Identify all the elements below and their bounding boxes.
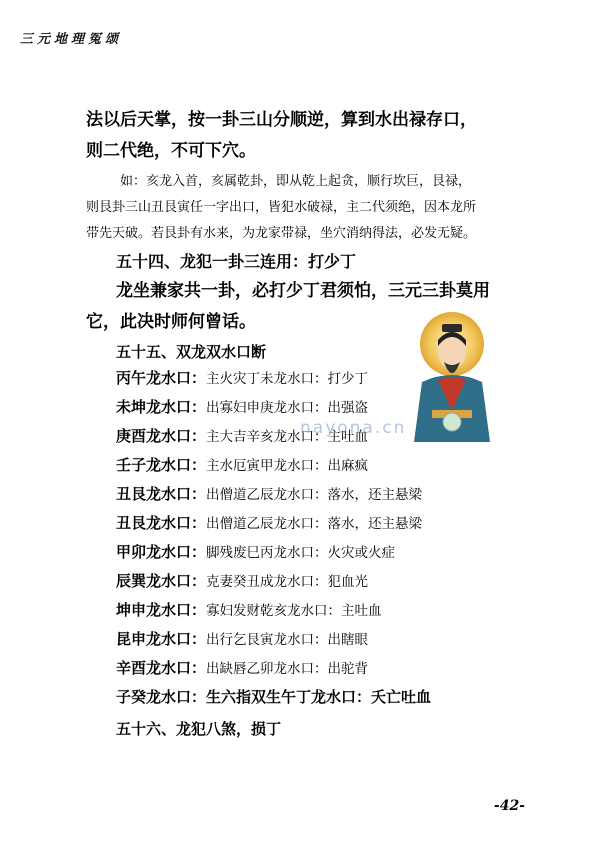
row-value: 脚残废巳丙龙水口：火灾或火症 [206,545,396,561]
row-value: 出缺唇乙卯龙水口：出驼背 [206,661,369,677]
row-key: 辰巽龙水口： [116,572,207,590]
intro-line-2: 则二代绝，不可下穴。 [86,141,256,161]
watermark-text: nayona.cn [300,418,407,438]
section-54-line-2: 它，此决时师何曾话。 [86,312,256,332]
deity-portrait-image [408,310,496,442]
row-key: 庚酉龙水口： [116,427,207,445]
section-55-heading: 五十五、双龙双水口断 [116,343,267,361]
row-value: 出僧道乙辰龙水口：落水，还主悬梁 [206,516,423,532]
row-key: 丑艮龙水口： [116,485,207,503]
row-key: 未坤龙水口： [116,398,207,416]
section-56-heading: 五十六、龙犯八煞，损丁 [116,720,282,738]
orb-shape [443,413,461,431]
row-key: 壬子龙水口： [116,456,207,474]
example-line: 带先天破。若艮卦有水来，为龙家带禄，坐穴消纳得法，必发无疑。 [86,226,477,241]
list-item [116,483,506,512]
list-item [116,657,506,686]
list-item [116,599,506,628]
row-value: 出僧道乙辰龙水口：落水，还主悬梁 [206,487,423,503]
running-header: 三元地理冤颂 [20,32,123,47]
example-line: 如：亥龙入首，亥属乾卦，即从乾上起贪，顺行坎巨，艮禄， [120,174,472,189]
section-54-heading: 五十四、龙犯一卦三连用：打少丁 [116,252,357,271]
row-value: 出行乞艮寅龙水口：出瞎眼 [206,632,369,648]
list-item [116,570,506,599]
row-key: 辛酉龙水口： [116,659,207,677]
row-key: 丑艮龙水口： [116,514,207,532]
list-item [116,454,506,483]
row-value: 寡妇发财乾亥龙水口：主吐血 [206,603,382,619]
row-value: 主水厄寅甲龙水口：出麻疯 [206,458,369,474]
row-key: 坤申龙水口： [116,601,207,619]
row-key: 子癸龙水口： [116,688,207,706]
row-value: 生六指双生午丁龙水口：夭亡吐血 [206,688,432,706]
row-value: 克妻癸丑成龙水口：犯血光 [206,574,369,590]
row-key: 甲卯龙水口： [116,543,207,561]
page-number: -42- [493,798,525,814]
row-value: 出寡妇申庚龙水口：出强盗 [206,400,369,416]
row-value: 主火灾丁未龙水口：打少丁 [206,371,369,387]
section-54-line-1: 龙坐兼家共一卦，必打少丁君须怕，三元三卦莫用 [116,281,490,301]
row-key: 昆申龙水口： [116,630,207,648]
list-item [116,512,506,541]
example-paragraph [86,169,506,247]
list-item [116,686,506,715]
row-value: 主大吉辛亥龙水口：主吐血 [206,429,369,445]
row-key: 丙午龙水口： [116,369,207,387]
crown-shape [442,324,462,332]
example-line: 则艮卦三山丑艮寅任一字出口，皆犯水破禄，主二代须绝，因本龙所 [86,200,477,215]
list-item [116,541,506,570]
intro-line-1: 法以后天掌，按一卦三山分顺逆，算到水出禄存口， [86,110,477,130]
list-item [116,628,506,657]
